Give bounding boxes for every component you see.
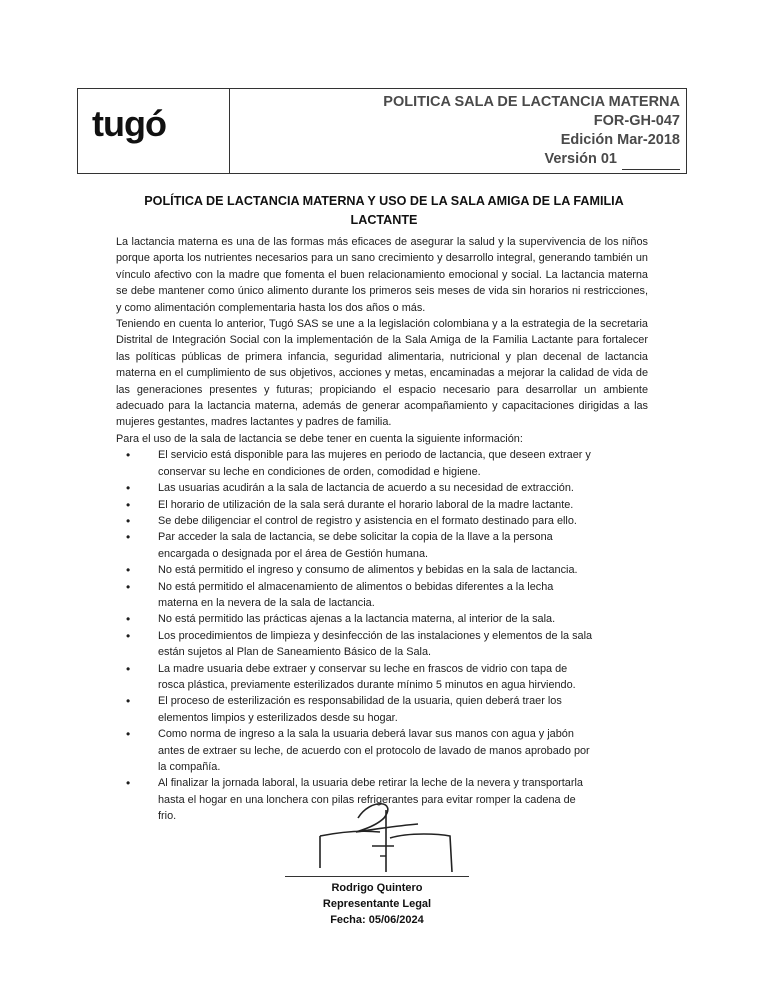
signer-name: Rodrigo Quintero xyxy=(331,882,423,894)
list-item: • El horario de utilización de la sala será durante el horario laboral de la madre lactante. xyxy=(116,497,648,513)
list-item: • La madre usuaria debe extraer y conservar su leche en frascos de vidrio con tapa de rosca plástica, previamente esterilizados durante mínimo 5 minutos en agua hirviendo. xyxy=(116,661,648,694)
policy-title-line-1: POLÍTICA DE LACTANCIA MATERNA Y USO DE LA SALA AMIGA DE LA FAMILIA xyxy=(144,194,624,208)
list-item: • No está permitido el almacenamiento de alimentos o bebidas diferentes a la lecha materna en la nevera de la sala de lactancia. xyxy=(116,579,648,612)
document-edition: Edición Mar-2018 xyxy=(560,132,680,148)
signer-role: Representante Legal xyxy=(322,898,432,910)
signature-line xyxy=(285,876,469,877)
list-item: • Como norma de ingreso a la sala la usuaria deberá lavar sus manos con agua y jabón antes de extraer su leche, de acuerdo con el protocolo de lavado de manos aprobado por la compañía. xyxy=(116,726,648,775)
paragraph-intro: La lactancia materna es una de las formas más eficaces de asegurar la salud y la supervivencia de los niños porque aporta los nutrientes necesarios para un sano crecimiento y desarrollo integral, generando también un vínculo afectivo con la madre que fomenta el buen relacionamiento emocional y social. La lactancia materna se debe mantener como único alimento durante los primeros seis meses de vida sin horarios ni restricciones, y como alimentación complementaria hasta los dos años o más. xyxy=(116,236,648,314)
policy-body xyxy=(116,234,648,825)
paragraph-usage-lead: Para el uso de la sala de lactancia se debe tener en cuenta la siguiente información: xyxy=(116,432,523,445)
document-info xyxy=(383,93,680,170)
list-item: • No está permitido el ingreso y consumo de alimentos y bebidas en la sala de lactancia. xyxy=(116,562,648,578)
document-version: Versión 01 xyxy=(544,151,617,167)
policy-title xyxy=(100,192,668,230)
usage-rules-list xyxy=(116,447,648,824)
signer-block xyxy=(277,880,477,928)
policy-title-line-2: LACTANTE xyxy=(350,213,418,227)
document-code: FOR-GH-047 xyxy=(593,113,680,129)
list-item: • El servicio está disponible para las mujeres en periodo de lactancia, que deseen extraer y conservar su leche en condiciones de orden, comodidad e higiene. xyxy=(116,447,648,480)
company-logo: tugó xyxy=(92,103,166,144)
list-item: • El proceso de esterilización es responsabilidad de la usuaria, quien deberá traer los elementos limpios y esterilizados desde su hogar. xyxy=(116,693,648,726)
handwritten-signature xyxy=(310,796,460,876)
logo-cell xyxy=(78,89,230,173)
document-header xyxy=(77,88,687,174)
version-blank-line xyxy=(622,150,680,170)
list-item: • Se debe diligenciar el control de registro y asistencia en el formato destinado para ello. xyxy=(116,513,648,529)
list-item: • Los procedimientos de limpieza y desinfección de las instalaciones y elementos de la sala están sujetos al Plan de Saneamiento Básico de la Sala. xyxy=(116,628,648,661)
list-item: • Par acceder la sala de lactancia, se debe solicitar la copia de la llave a la persona encargada o designada por el área de Gestión humana. xyxy=(116,529,648,562)
document-version-row xyxy=(383,150,680,170)
list-item: • Las usuarias acudirán a la sala de lactancia de acuerdo a su necesidad de extracción. xyxy=(116,480,648,496)
document-title: POLITICA SALA DE LACTANCIA MATERNA xyxy=(383,94,680,110)
paragraph-commitment: Teniendo en cuenta lo anterior, Tugó SAS se une a la legislación colombiana y a la estrategia de la secretaria Distrital de Integración Social con la implementación de la Sala Amiga de la Familia Lactante para fortalecer las políticas públicas de primera infancia, seguridad alimentaria, nutricional y plan decenal de lactancia materna en el cumplimiento de sus objetivos, acciones y metas, encaminadas a mejorar la calidad de vida de las generaciones presentes y futuras; propiciando el espacio necesario para desarrollar un ambiente adecuado para la lactancia materna, además de generar acompañamiento y capacitaciones dirigidas a las mujeres gestantes, madres lactantes y padres de familia. xyxy=(116,318,648,429)
signature-date: Fecha: 05/06/2024 xyxy=(330,914,424,926)
list-item: • No está permitido las prácticas ajenas a la lactancia materna, al interior de la sala. xyxy=(116,611,648,627)
list-item: • Al finalizar la jornada laboral, la usuaria debe retirar la leche de la nevera y transportarla hasta el hogar en una lonchera con pilas refrigerantes para evitar romper la cadena de frio. xyxy=(116,775,648,824)
